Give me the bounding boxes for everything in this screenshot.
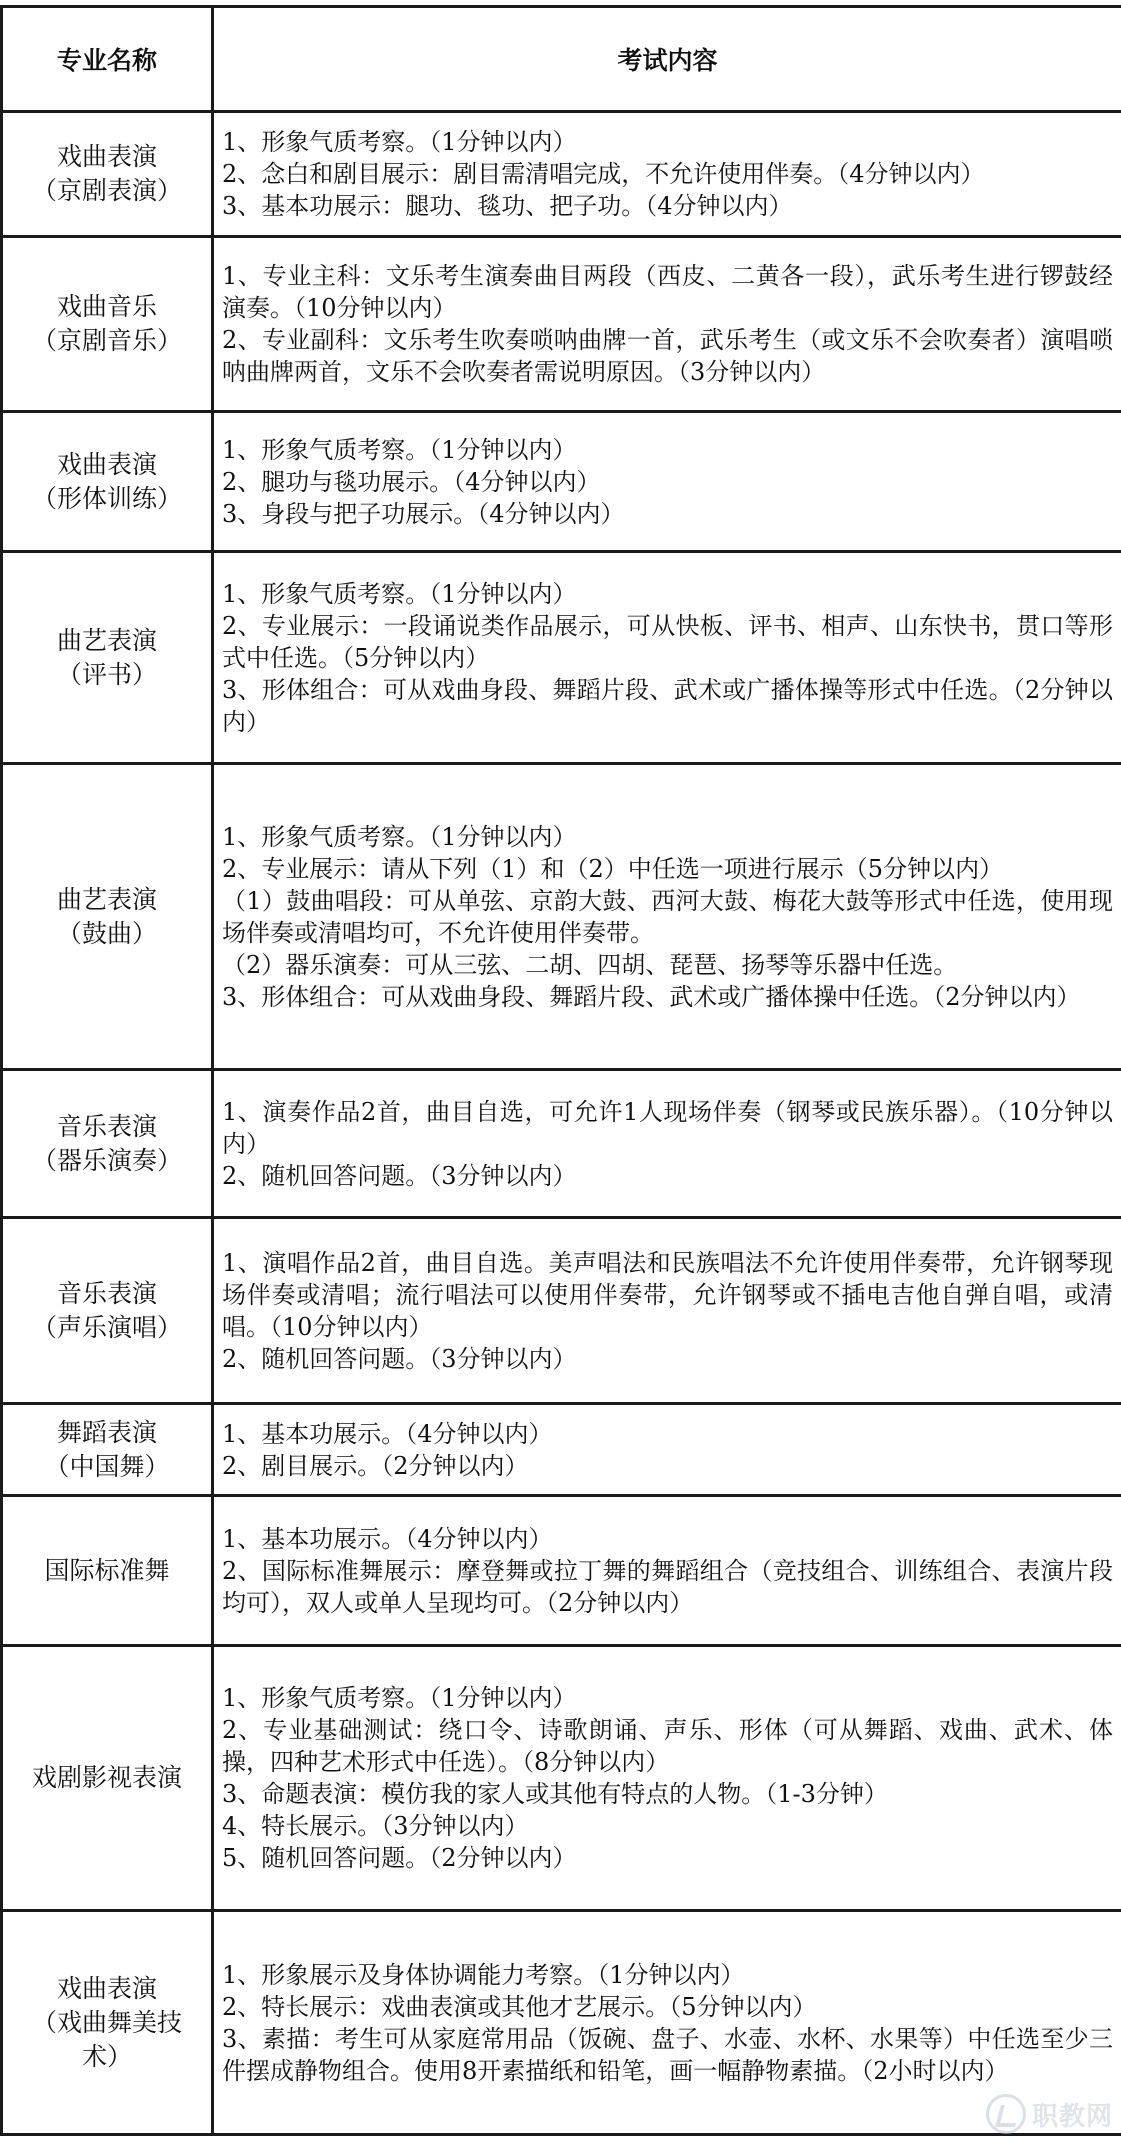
major-name-line: 戏剧影视表演: [31, 1763, 182, 1792]
major-name-line: 曲艺表演: [56, 884, 157, 914]
major-name-line: 舞蹈表演: [56, 1417, 157, 1447]
exam-item: 1、形象气质考察。（1分钟以内）: [222, 822, 577, 851]
header-exam-content: 考试内容: [213, 7, 1121, 112]
exam-item: 2、专业副科：文乐考生吹奏唢呐曲牌一首，武乐考生（或文乐不会吹奏者）演唱唢呐曲牌两首，文乐不会吹奏者需说明原因。（3分钟以内）: [222, 326, 1113, 386]
major-name-line: （器乐演奏）: [31, 1145, 182, 1175]
exam-content-cell: [213, 112, 1121, 237]
exam-item: （1）鼓曲唱段：可从单弦、京韵大鼓、西河大鼓、梅花大鼓等形式中任选，使用现场伴奏或清唱均可，不允许使用伴奏带。: [222, 886, 1113, 947]
exam-item: 1、形象气质考察。（1分钟以内）: [222, 435, 577, 464]
major-name-line: 音乐表演: [56, 1278, 157, 1308]
major-name-cell: [2, 237, 213, 412]
exam-content-cell: [213, 1070, 1121, 1218]
major-name-line: （京剧表演）: [31, 176, 182, 205]
exam-item: 1、形象气质考察。（1分钟以内）: [222, 128, 577, 156]
header-major-name: 专业名称: [2, 7, 213, 112]
exam-content-cell: [213, 412, 1121, 552]
exam-item: 2、国际标准舞展示：摩登舞或拉丁舞的舞蹈组合（竞技组合、训练组合、表演片段均可），双人或单人呈现均可。（2分钟以内）: [222, 1556, 1113, 1617]
exam-item: 2、特长展示：戏曲表演或其他才艺展示。（5分钟以内）: [222, 1992, 817, 2021]
major-name-line: 戏曲表演: [56, 1973, 157, 2003]
table-body: [2, 112, 1121, 2135]
exam-content-cell: [213, 1496, 1121, 1646]
exam-item: 1、演奏作品2首，曲目自选，可允许1人现场伴奏（钢琴或民族乐器）。（10分钟以内）: [222, 1097, 1113, 1158]
major-name-line: （声乐演唱）: [31, 1312, 182, 1342]
watermark: [986, 2094, 1113, 2134]
exam-item: 1、基本功展示。（4分钟以内）: [222, 1419, 553, 1448]
exam-item: 2、专业展示：一段诵说类作品展示，可从快板、评书、相声、山东快书，贯口等形式中任选。（5分钟以内）: [222, 611, 1113, 672]
table-row: [2, 1218, 1121, 1404]
exam-content-cell: [213, 1911, 1121, 2135]
exam-content-cell: [213, 764, 1121, 1070]
major-name-line: （京剧音乐）: [31, 326, 182, 355]
exam-content-cell: [213, 237, 1121, 412]
table-row: [2, 1646, 1121, 1911]
exam-content-cell: [213, 552, 1121, 764]
table-row: [2, 1404, 1121, 1496]
exam-content-cell: [213, 1218, 1121, 1404]
exam-item: 2、剧目展示。（2分钟以内）: [222, 1451, 529, 1480]
exam-item: 3、身段与把子功展示。（4分钟以内）: [222, 499, 625, 528]
table-row: [2, 1070, 1121, 1218]
major-name-cell: [2, 1070, 213, 1218]
exam-item: 1、演唱作品2首，曲目自选。美声唱法和民族唱法不允许使用伴奏带，允许钢琴现场伴奏或清唱；流行唱法可以使用伴奏带，允许钢琴或不插电吉他自弹自唱，或清唱。（10分钟以内）: [222, 1248, 1113, 1341]
major-name-cell: [2, 1911, 213, 2135]
exam-item: 4、特长展示。（3分钟以内）: [222, 1812, 529, 1840]
exam-item: 3、命题表演：模仿我的家人或其他有特点的人物。（1-3分钟）: [222, 1780, 888, 1808]
table-row: [2, 112, 1121, 237]
exam-content-table: [0, 5, 1121, 2136]
table-row: [2, 412, 1121, 552]
major-name-line: 戏曲表演: [56, 142, 157, 171]
table-row: [2, 237, 1121, 412]
watermark-logo-icon: [986, 2094, 1026, 2134]
exam-item: 2、专业基础测试：绕口令、诗歌朗诵、声乐、形体（可从舞蹈、戏曲、武术、体操，四种艺术形式中任选）。（8分钟以内）: [222, 1716, 1113, 1776]
exam-item: 1、形象气质考察。（1分钟以内）: [222, 579, 577, 608]
exam-item: 2、随机回答问题。（3分钟以内）: [222, 1344, 577, 1373]
exam-item: 3、基本功展示：腿功、毯功、把子功。（4分钟以内）: [222, 192, 793, 220]
exam-item: 1、基本功展示。（4分钟以内）: [222, 1524, 553, 1553]
table-row: [2, 552, 1121, 764]
major-name-cell: [2, 1646, 213, 1911]
exam-content-cell: [213, 1404, 1121, 1496]
exam-item: 5、随机回答问题。（2分钟以内）: [222, 1844, 577, 1872]
major-name-line: （戏曲舞美技: [31, 2007, 182, 2037]
table-row: [2, 1496, 1121, 1646]
exam-item: 3、形体组合：可从戏曲身段、舞蹈片段、武术或广播体操等形式中任选。（2分钟以内）: [222, 675, 1113, 736]
major-name-cell: [2, 412, 213, 552]
table-row: [2, 764, 1121, 1070]
exam-item: 2、随机回答问题。（3分钟以内）: [222, 1161, 577, 1190]
exam-item: 1、形象气质考察。（1分钟以内）: [222, 1684, 577, 1712]
exam-content-cell: [213, 1646, 1121, 1911]
major-name-cell: [2, 1404, 213, 1496]
watermark-text: 职教网: [1031, 2101, 1113, 2132]
exam-item: 2、腿功与毯功展示。（4分钟以内）: [222, 467, 601, 496]
major-name-cell: [2, 764, 213, 1070]
table-row: [2, 1911, 1121, 2135]
major-name-line: 曲艺表演: [56, 625, 157, 655]
major-name-line: 戏曲表演: [56, 449, 157, 479]
major-name-cell: [2, 112, 213, 237]
major-name-line: （形体训练）: [31, 483, 182, 513]
exam-item: 3、形体组合：可从戏曲身段、舞蹈片段、武术或广播体操中任选。（2分钟以内）: [222, 982, 1081, 1011]
exam-table-container: [0, 5, 1121, 2136]
major-name-cell: [2, 1218, 213, 1404]
major-name-line: 戏曲音乐: [56, 292, 157, 321]
exam-item: 2、念白和剧目展示：剧目需清唱完成，不允许使用伴奏。（4分钟以内）: [222, 160, 985, 188]
major-name-line: （中国舞）: [44, 1451, 170, 1481]
exam-item: 3、素描：考生可从家庭常用品（饭碗、盘子、水壶、水杯、水果等）中任选至少三件摆成静物组合。使用8开素描纸和铅笔，画一幅静物素描。（2小时以内）: [222, 2024, 1113, 2085]
exam-item: 1、形象展示及身体协调能力考察。（1分钟以内）: [222, 1960, 745, 1989]
exam-item: （2）器乐演奏：可从三弦、二胡、四胡、琵琶、扬琴等乐器中任选。: [222, 950, 958, 979]
exam-item: 1、专业主科：文乐考生演奏曲目两段（西皮、二黄各一段），武乐考生进行锣鼓经演奏。（10分钟以内）: [222, 262, 1113, 322]
table-header-row: [2, 7, 1121, 112]
exam-item: 2、专业展示：请从下列（1）和（2）中任选一项进行展示（5分钟以内）: [222, 854, 1004, 883]
major-name-line: 国际标准舞: [44, 1555, 170, 1585]
major-name-cell: [2, 552, 213, 764]
major-name-line: 术）: [81, 2041, 132, 2071]
major-name-line: （评书）: [56, 659, 157, 689]
major-name-cell: [2, 1496, 213, 1646]
major-name-line: （鼓曲）: [56, 918, 157, 948]
major-name-line: 音乐表演: [56, 1111, 157, 1141]
